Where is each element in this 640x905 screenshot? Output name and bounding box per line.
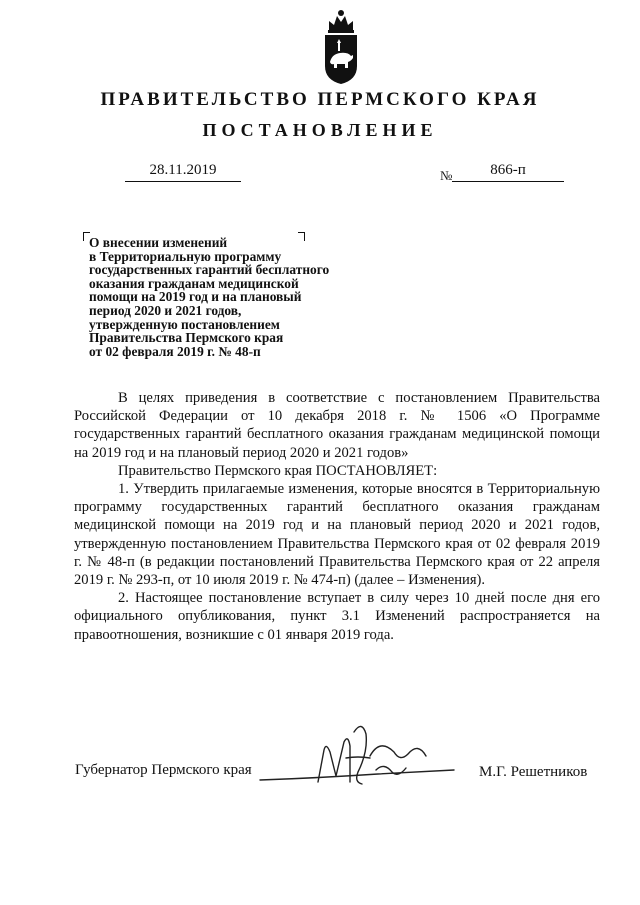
subject-line: Правительства Пермского края [89,330,284,346]
perm-krai-coat-of-arms-icon [318,8,364,86]
body-paragraph-preamble: В целях приведения в соответствие с постановлением Правительства Российской Федерации от 10 декабря 2018 г. № 1506 «О Программе государственных гарантий бесплатного оказания гражданам медицинской помощи на 2019 год и на плановый период 2020 и 2021 годов» [74,390,600,461]
document-subject [89,236,379,358]
subject-line: утвержденную постановлением [89,316,280,332]
body-paragraph-resolves: Правительство Пермского края ПОСТАНОВЛЯЕТ: [118,462,438,479]
document-date: 28.11.2019 [125,162,241,182]
subject-line: период 2020 и 2021 годов, [89,302,242,318]
body-paragraph-item-2: 2. Настоящее постановление вступает в силу через 10 дней после дня его официального опубликования, пункт 3.1 Изменений распространяется на правоотношения, возникшие с 01 января 2019 года. [74,590,600,643]
signatory-role: Губернатор Пермского края [75,762,252,778]
subject-line: оказания гражданам медицинской [89,275,299,291]
authority-title: ПРАВИТЕЛЬСТВО ПЕРМСКОГО КРАЯ [100,89,540,110]
subject-line: О внесении изменений [89,235,228,250]
subject-line: в Территориальную программу [89,248,282,264]
document-number: 866-п [452,162,564,182]
subject-line: помощи на 2019 год и на плановый [89,289,302,305]
signatory-name: М.Г. Решетников [479,764,588,780]
handwritten-signature-icon [258,712,458,802]
subject-line: государственных гарантий бесплатного [89,262,330,278]
body-paragraph-item-1: 1. Утвердить прилагаемые изменения, которые вносятся в Территориальную программу государственных гарантий бесплатного оказания гражданам медицинской помощи на 2019 год и на плановый период 2020 и 2021 годов, утвержденную постановлением Правительства Пермского края от 02 февраля 2019 г. № 48-п (в редакции постановлений Правительства Пермского края от 22 апреля 2019 г. № 293-п, от 10 июля 2019 г. № 474-п) (далее – Изменения). [74,481,600,589]
subject-line: от 02 февраля 2019 г. № 48-п [89,343,261,359]
document-type: ПОСТАНОВЛЕНИЕ [202,120,438,140]
document-body [74,389,600,644]
number-sign: № [440,168,453,183]
